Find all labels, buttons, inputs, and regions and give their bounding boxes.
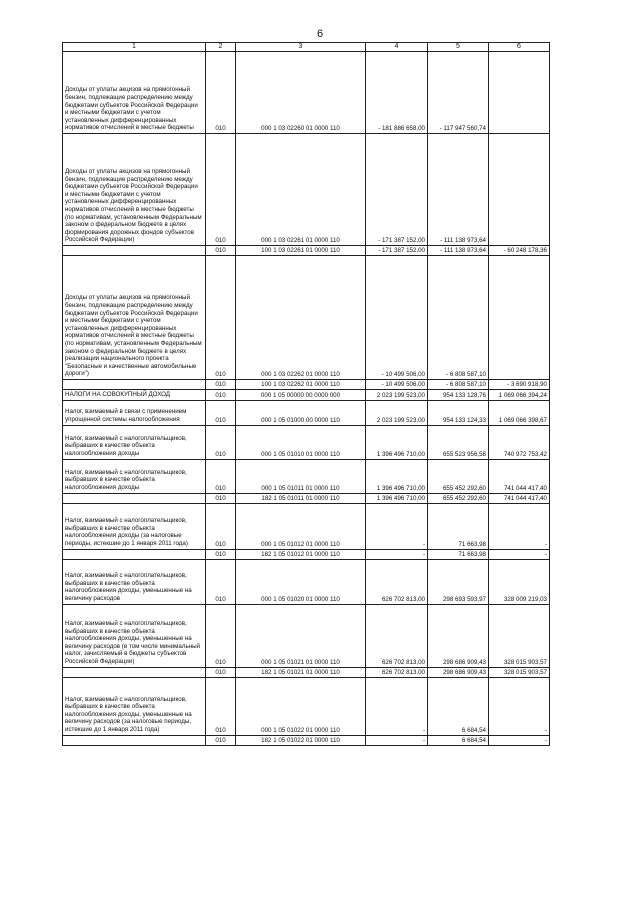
row-approved: 1 396 496 710,00 [366, 493, 428, 503]
row-executed: 298 693 593,97 [428, 559, 489, 604]
table-row [63, 400, 550, 425]
row-unexecuted: - [489, 549, 550, 559]
row-line-code: 010 [206, 604, 236, 667]
row-unexecuted: - 3 690 918,90 [489, 380, 550, 390]
row-description: Доходы от уплаты акцизов на прямогонный бензин, подлежащие распределению между бюджетами субъектов Российской Федерации и местными бюджетами с учетом установленных дифференцированных нормативов отчислений в местные бюджеты (по нормативам, установленным Федеральным законом о федеральном бюджете в целях реализации национального проекта "Безопасные и качественные автомобильные дороги") [63, 256, 206, 380]
table-row [63, 256, 550, 380]
row-unexecuted [489, 256, 550, 380]
table-row [63, 246, 550, 256]
row-unexecuted: - [489, 735, 550, 745]
table-row [63, 425, 550, 459]
row-line-code: 010 [206, 667, 236, 677]
row-executed: 6 684,54 [428, 735, 489, 745]
row-approved: 626 702 813,00 [366, 667, 428, 677]
row-executed: 655 452 292,60 [428, 459, 489, 493]
header-cell: 5 [428, 43, 489, 52]
table-row [63, 735, 550, 745]
row-executed: 655 523 956,58 [428, 425, 489, 459]
header-cell: 3 [236, 43, 366, 52]
row-unexecuted: 328 015 903,57 [489, 667, 550, 677]
row-approved: - 171 387 152,00 [366, 134, 428, 246]
row-line-code: 010 [206, 134, 236, 246]
row-executed: 6 684,54 [428, 677, 489, 735]
table-row [63, 667, 550, 677]
row-budget-code: 182 1 05 01022 01 0000 110 [236, 735, 366, 745]
row-description [63, 493, 206, 503]
row-approved: - [366, 735, 428, 745]
row-executed: - 111 138 973,64 [428, 246, 489, 256]
row-line-code: 010 [206, 256, 236, 380]
row-budget-code: 100 1 03 02262 01 0000 110 [236, 380, 366, 390]
row-description [63, 549, 206, 559]
page-number: 6 [316, 28, 324, 40]
row-approved: 2 023 199 523,00 [366, 390, 428, 401]
row-budget-code: 182 1 05 01012 01 0000 110 [236, 549, 366, 559]
row-budget-code: 000 1 05 01021 01 0000 110 [236, 604, 366, 667]
row-line-code: 010 [206, 735, 236, 745]
row-description: Налог, взимаемый с налогоплательщиков, выбравших в качестве объекта налогообложения доходы [63, 459, 206, 493]
row-line-code: 010 [206, 380, 236, 390]
row-unexecuted: 328 015 903,57 [489, 604, 550, 667]
row-budget-code: 000 1 05 00000 00 0000 000 [236, 390, 366, 401]
table-row [63, 559, 550, 604]
row-line-code: 010 [206, 493, 236, 503]
row-executed: 298 686 909,43 [428, 667, 489, 677]
row-unexecuted: 741 044 417,40 [489, 493, 550, 503]
row-unexecuted [489, 52, 550, 134]
header-cell: 2 [206, 43, 236, 52]
row-approved: - [366, 677, 428, 735]
row-approved: - 10 499 506,00 [366, 256, 428, 380]
revenue-table [62, 42, 550, 746]
row-budget-code: 000 1 03 02260 01 0000 110 [236, 52, 366, 134]
row-line-code: 010 [206, 503, 236, 549]
row-unexecuted: 328 009 219,03 [489, 559, 550, 604]
table-row [63, 549, 550, 559]
row-executed: 298 686 909,43 [428, 604, 489, 667]
table-row [63, 52, 550, 134]
row-line-code: 010 [206, 400, 236, 425]
row-line-code: 010 [206, 425, 236, 459]
row-unexecuted: - 60 248 178,36 [489, 246, 550, 256]
row-line-code: 010 [206, 549, 236, 559]
row-approved: - [366, 549, 428, 559]
row-approved: 1 396 496 710,00 [366, 459, 428, 493]
row-unexecuted: 1 069 066 398,67 [489, 400, 550, 425]
row-budget-code: 000 1 03 02261 01 0000 110 [236, 134, 366, 246]
row-executed: 954 133 124,33 [428, 400, 489, 425]
row-unexecuted [489, 134, 550, 246]
header-cell: 1 [63, 43, 206, 52]
row-line-code: 010 [206, 677, 236, 735]
row-description: Налог, взимаемый с налогоплательщиков, выбравших в качестве объекта налогообложения доходы [63, 425, 206, 459]
row-budget-code: 000 1 05 01022 01 0000 110 [236, 677, 366, 735]
table-row [63, 677, 550, 735]
row-executed: - 117 947 560,74 [428, 52, 489, 134]
header-row [63, 43, 550, 52]
row-approved: 626 702 813,00 [366, 604, 428, 667]
row-budget-code: 000 1 05 01010 01 0000 110 [236, 425, 366, 459]
row-description: Доходы от уплаты акцизов на прямогонный бензин, подлежащие распределению между бюджетами субъектов Российской Федерации и местными бюджетами с учетом установленных дифференцированных нормативов отчислений в местные бюджеты [63, 52, 206, 134]
row-description [63, 380, 206, 390]
row-approved: - [366, 503, 428, 549]
row-description: Налог, взимаемый в связи с применением упрощенной системы налогообложения [63, 400, 206, 425]
table-row [63, 493, 550, 503]
table-row [63, 503, 550, 549]
table-row [63, 604, 550, 667]
header-cell: 6 [489, 43, 550, 52]
row-description [63, 667, 206, 677]
table-row [63, 390, 550, 401]
row-unexecuted: 1 069 066 394,24 [489, 390, 550, 401]
row-approved: 1 396 496 710,00 [366, 425, 428, 459]
row-executed: - 6 808 587,10 [428, 380, 489, 390]
row-description: Налог, взимаемый с налогоплательщиков, выбравших в качестве объекта налогообложения доходы, уменьшенные на величину расходов (за налоговые периоды, истекшие до 1 января 2011 года) [63, 677, 206, 735]
row-approved: 2 023 199 523,00 [366, 400, 428, 425]
table-row [63, 134, 550, 246]
row-budget-code: 182 1 05 01021 01 0000 110 [236, 667, 366, 677]
row-executed: - 6 808 587,10 [428, 256, 489, 380]
row-unexecuted: 740 972 753,42 [489, 425, 550, 459]
row-budget-code: 000 1 03 02262 01 0000 110 [236, 256, 366, 380]
row-budget-code: 000 1 05 01012 01 0000 110 [236, 503, 366, 549]
row-approved: - 10 499 506,00 [366, 380, 428, 390]
row-executed: - 111 138 973,64 [428, 134, 489, 246]
row-budget-code: 000 1 05 01000 00 0000 110 [236, 400, 366, 425]
row-line-code: 010 [206, 559, 236, 604]
table-row [63, 459, 550, 493]
row-executed: 71 663,98 [428, 503, 489, 549]
row-approved: 626 702 813,00 [366, 559, 428, 604]
row-description [63, 246, 206, 256]
row-line-code: 010 [206, 459, 236, 493]
row-budget-code: 000 1 05 01011 01 0000 110 [236, 459, 366, 493]
row-line-code: 010 [206, 390, 236, 401]
row-description: Доходы от уплаты акцизов на прямогонный бензин, подлежащие распределению между бюджетами субъектов Российской Федерации и местными бюджетами с учетом установленных дифференцированных нормативов отчислений в местные бюджеты (по нормативам, установленным Федеральным законом о федеральном бюджете в целях формирования дорожных фондов субъектов Российской Федерации) [63, 134, 206, 246]
row-executed: 954 133 128,76 [428, 390, 489, 401]
row-description: Налог, взимаемый с налогоплательщиков, выбравших в качестве объекта налогообложения доходы (за налоговые периоды, истекшие до 1 января 2011 года) [63, 503, 206, 549]
row-budget-code: 100 1 03 02261 01 0000 110 [236, 246, 366, 256]
row-line-code: 010 [206, 52, 236, 134]
row-approved: - 171 387 152,00 [366, 246, 428, 256]
row-description [63, 735, 206, 745]
row-description: Налог, взимаемый с налогоплательщиков, выбравших в качестве объекта налогообложения доходы, уменьшенные на величину расходов (в том числе минимальный налог, зачисляемый в бюджеты субъектов Российской Федерации) [63, 604, 206, 667]
header-cell: 4 [366, 43, 428, 52]
row-unexecuted: 741 044 417,40 [489, 459, 550, 493]
row-budget-code: 000 1 05 01020 01 0000 110 [236, 559, 366, 604]
row-line-code: 010 [206, 246, 236, 256]
table-row [63, 380, 550, 390]
row-unexecuted: - [489, 503, 550, 549]
table-body [63, 43, 550, 746]
row-budget-code: 182 1 05 01011 01 0000 110 [236, 493, 366, 503]
row-executed: 655 452 292,60 [428, 493, 489, 503]
row-description: Налог, взимаемый с налогоплательщиков, выбравших в качестве объекта налогообложения доходы, уменьшенные на величину расходов [63, 559, 206, 604]
row-approved: - 181 886 658,00 [366, 52, 428, 134]
row-unexecuted: - [489, 677, 550, 735]
row-description: НАЛОГИ НА СОВОКУПНЫЙ ДОХОД [63, 390, 206, 401]
row-executed: 71 663,98 [428, 549, 489, 559]
